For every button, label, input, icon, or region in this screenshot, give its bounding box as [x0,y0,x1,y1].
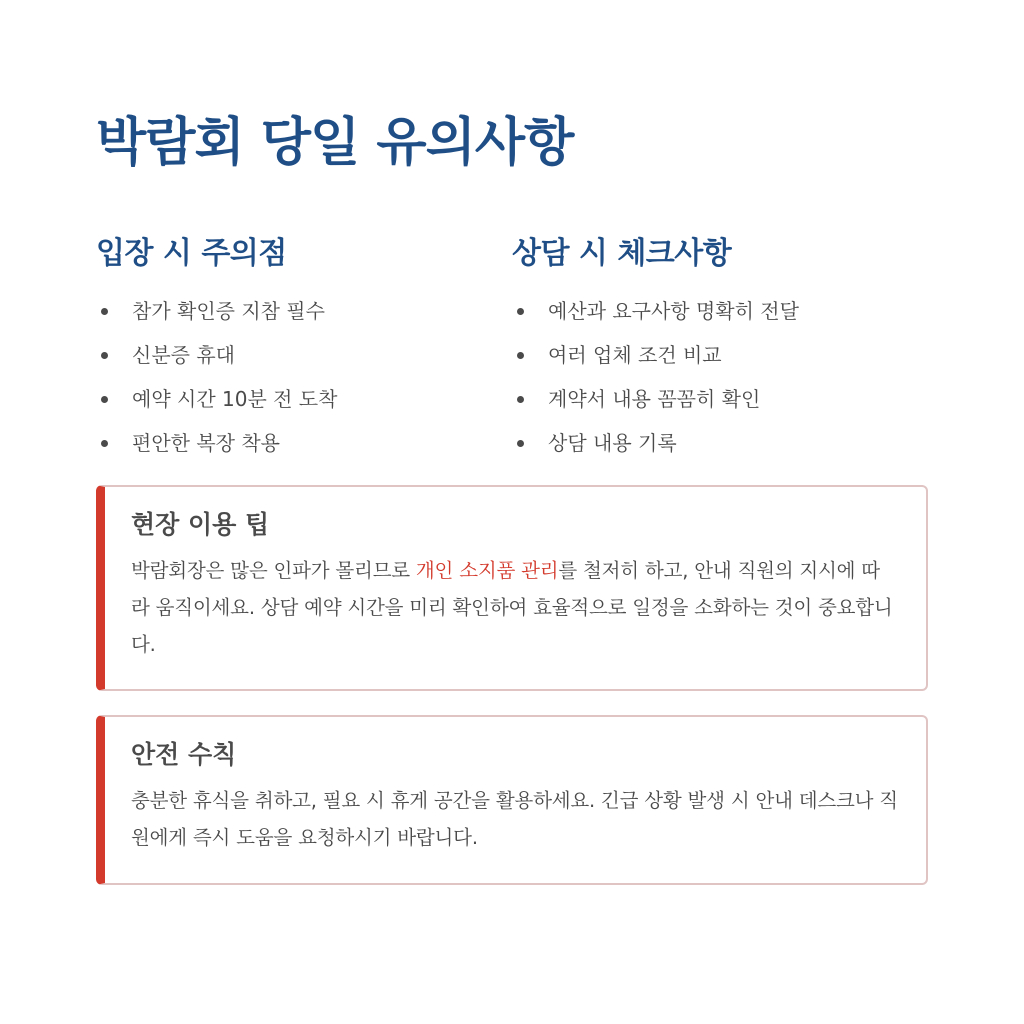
safety-card [96,715,928,885]
safety-card-title: 안전 수칙 [131,740,237,770]
bullet-icon [517,396,524,403]
bullet-icon [101,396,108,403]
tips-card [96,485,928,691]
list-item-text: 상담 내용 기록 [548,431,677,456]
list-item-text: 예산과 요구사항 명확히 전달 [548,299,799,324]
list-item-text: 계약서 내용 꼼꼼히 확인 [548,387,761,412]
list-item [96,333,512,377]
consult-list [512,289,928,465]
bullet-icon [101,352,108,359]
list-item [512,421,928,465]
consult-heading: 상담 시 체크사항 [512,236,732,272]
consult-section [512,234,928,465]
tips-text-start: 박람회장은 많은 인파가 몰리므로 [131,558,416,582]
tips-highlight: 개인 소지품 관리 [415,558,559,582]
bullet-icon [517,352,524,359]
list-item [96,377,512,421]
list-item [512,289,928,333]
list-item-text: 예약 시간 10분 전 도착 [132,387,338,412]
list-item [512,333,928,377]
bullet-icon [101,308,108,315]
tips-card-text [131,552,898,663]
entry-section [96,234,512,465]
page-title: 박람회 당일 유의사항 [96,113,574,173]
entry-list [96,289,512,465]
list-item-text: 신분증 휴대 [132,343,235,368]
tips-text-end: 를 철저히 하고, 안내 직원의 지시에 따라 움직이세요. 상담 예약 시간을 미리 확인하여 효율적으로 일정을 소화하는 것이 중요합니다. [131,558,893,656]
tips-card-title: 현장 이용 팁 [131,510,270,540]
list-item-text: 참가 확인증 지참 필수 [132,299,325,324]
checklist-columns [96,234,928,465]
list-item [96,421,512,465]
list-item-text: 편안한 복장 착용 [132,431,280,456]
list-item-text: 여러 업체 조건 비교 [548,343,722,368]
list-item [96,289,512,333]
entry-heading: 입장 시 주의점 [96,236,287,272]
bullet-icon [101,440,108,447]
safety-card-text: 충분한 휴식을 취하고, 필요 시 휴게 공간을 활용하세요. 긴급 상황 발생 시 안내 데스크나 직원에게 즉시 도움을 요청하시기 바랍니다. [131,788,898,849]
bullet-icon [517,440,524,447]
bullet-icon [517,308,524,315]
list-item [512,377,928,421]
